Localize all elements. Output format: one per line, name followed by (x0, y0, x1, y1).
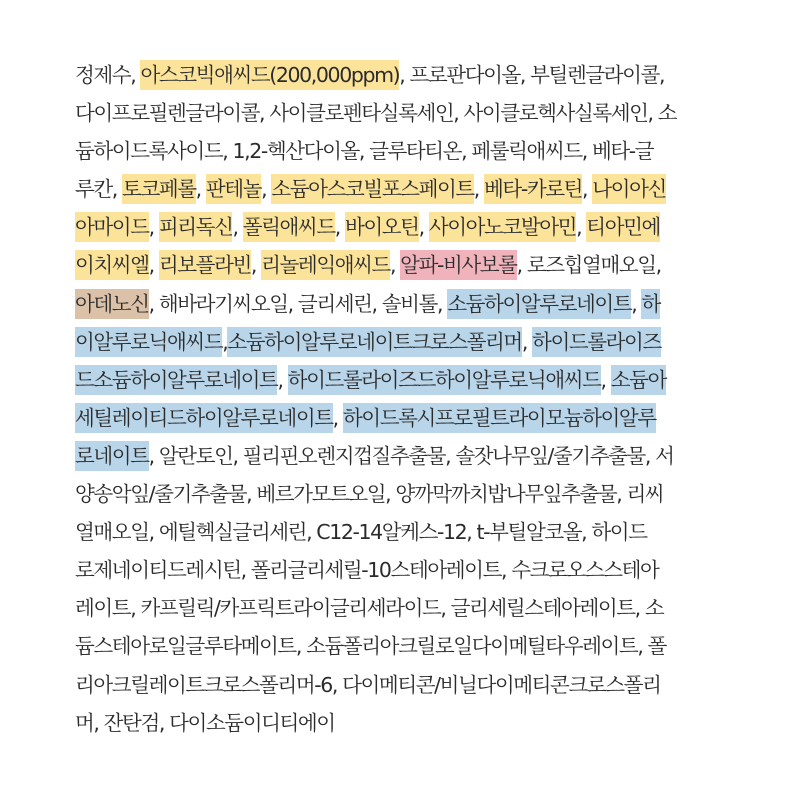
text-line (75, 208, 735, 246)
ingredient-text: , (261, 177, 272, 202)
highlighted-ingredient: 소듐하이알루로네이트크로스폴리머 (227, 327, 521, 357)
text-line (75, 437, 735, 475)
ingredient-text: 루칸, (75, 177, 123, 202)
highlighted-ingredient: 나이아신 (592, 174, 666, 204)
ingredient-text: , (277, 367, 288, 392)
ingredient-text: 열매오일, 에틸헥실글리세린, C12-14알케스-12, t-부틸알코올, 하이드 (75, 520, 647, 545)
highlighted-ingredient: 토코페롤 (122, 174, 196, 204)
ingredient-text: , (222, 329, 228, 354)
text-line (75, 666, 735, 704)
ingredient-text: , (631, 291, 642, 316)
text-line (75, 132, 735, 170)
text-line (75, 323, 735, 361)
ingredient-list (75, 56, 735, 742)
ingredient-text: , (521, 329, 533, 354)
ingredient-text: 듐하이드록사이드, 1,2-헥산다이올, 글루타티온, 페룰릭애씨드, 베타-글 (75, 139, 654, 164)
highlighted-ingredient: 폴릭애씨드 (243, 212, 335, 242)
text-line (75, 56, 735, 94)
highlighted-ingredient: 판테놀 (206, 174, 261, 204)
text-line (75, 170, 735, 208)
highlighted-ingredient: 리보플라빈 (159, 250, 251, 280)
ingredient-text: , (232, 215, 243, 240)
ingredient-text: , (418, 215, 429, 240)
text-line (75, 285, 735, 323)
text-line (75, 94, 735, 132)
highlighted-ingredient: 로네이트 (75, 441, 149, 471)
highlighted-ingredient: 리놀레익애씨드 (261, 250, 390, 280)
ingredient-text: 양송악잎/줄기추출물, 베르가모트오일, 양까막까치밥나무잎추출물, 리씨 (75, 482, 664, 507)
highlighted-ingredient: 사이아노코발아민 (429, 212, 576, 242)
highlighted-ingredient: 알파-비사보롤 (400, 250, 516, 280)
highlighted-ingredient: 아스코빅애씨드(200,000ppm) (140, 60, 399, 90)
ingredient-text: , (334, 215, 345, 240)
ingredient-text: 레이트, 카프릴릭/카프릭트라이글리세라이드, 글리세릴스테아레이트, 소 (75, 596, 664, 621)
ingredient-text: , (600, 367, 611, 392)
highlighted-ingredient: 이치씨엘 (75, 250, 149, 280)
text-line (75, 475, 735, 513)
highlighted-ingredient: 하이드롤라이즈 (532, 327, 661, 357)
highlighted-ingredient: 이알루로닉애씨드 (75, 327, 222, 357)
highlighted-ingredient: 소듐아 (611, 365, 666, 395)
highlighted-ingredient: 베타-카로틴 (484, 174, 582, 204)
ingredient-text: , 해바라기씨오일, 글리세린, 솔비톨, (148, 291, 448, 316)
ingredient-text: 다이프로필렌글라이콜, 사이클로펜타실록세인, 사이클로헥사실록세인, 소 (75, 101, 677, 126)
ingredient-text: , (389, 253, 401, 278)
ingredient-text: , (148, 253, 159, 278)
text-line (75, 551, 735, 589)
ingredient-text: , (582, 177, 593, 202)
ingredient-text: 듐스테아로일글루타메이트, 소듐폴리아크릴로일다이메틸타우레이트, 폴 (75, 634, 666, 659)
ingredient-text: 정제수, (75, 63, 141, 87)
highlighted-ingredient: 바이오틴 (345, 212, 419, 242)
ingredient-text: , 프로판다이올, 부틸렌글라이콜, (399, 63, 665, 87)
highlighted-ingredient: 티아민에 (586, 212, 660, 242)
highlighted-ingredient: 소듐하이알루로네이트 (447, 289, 631, 319)
ingredient-text: , (148, 215, 159, 240)
text-line (75, 361, 735, 399)
highlighted-ingredient: 소듐아스코빌포스페이트 (271, 174, 473, 204)
ingredient-text: , (473, 177, 485, 202)
ingredient-text: , (332, 405, 343, 430)
ingredient-text: 머, 잔탄검, 다이소듐이디티에이 (75, 710, 335, 735)
text-line (75, 704, 735, 742)
highlighted-ingredient: 하이드록시프로필트라이모늄하이알루 (343, 403, 656, 433)
highlighted-ingredient: 아데노신 (75, 289, 149, 319)
ingredient-text: , (195, 177, 206, 202)
ingredient-text: , 로즈힙열매오일, (516, 253, 661, 278)
text-line (75, 399, 735, 437)
highlighted-ingredient: 드소듐하이알루로네이트 (75, 365, 277, 395)
text-line (75, 513, 735, 551)
ingredient-text: , 알란토인, 필리핀오렌지껍질추출물, 솔잣나무잎/줄기추출물, 서 (148, 443, 674, 468)
highlighted-ingredient: 세틸레이티드하이알루로네이트 (75, 403, 333, 433)
highlighted-ingredient: 피리독신 (159, 212, 233, 242)
ingredient-text: , (576, 215, 587, 240)
highlighted-ingredient: 하이드롤라이즈드하이알루로닉애씨드 (288, 365, 601, 395)
highlighted-ingredient: 하 (641, 289, 659, 319)
ingredient-text: , (250, 253, 262, 278)
ingredient-text: 로제네이티드레시틴, 폴리글리세릴-10스테아레이트, 수크로오스스테아 (75, 558, 659, 583)
text-line (75, 627, 735, 665)
highlighted-ingredient: 아마이드 (75, 212, 149, 242)
text-line (75, 246, 735, 284)
text-line (75, 589, 735, 627)
ingredient-text: 리아크릴레이트크로스폴리머-6, 다이메티콘/비닐다이메티콘크로스폴리 (75, 672, 661, 697)
